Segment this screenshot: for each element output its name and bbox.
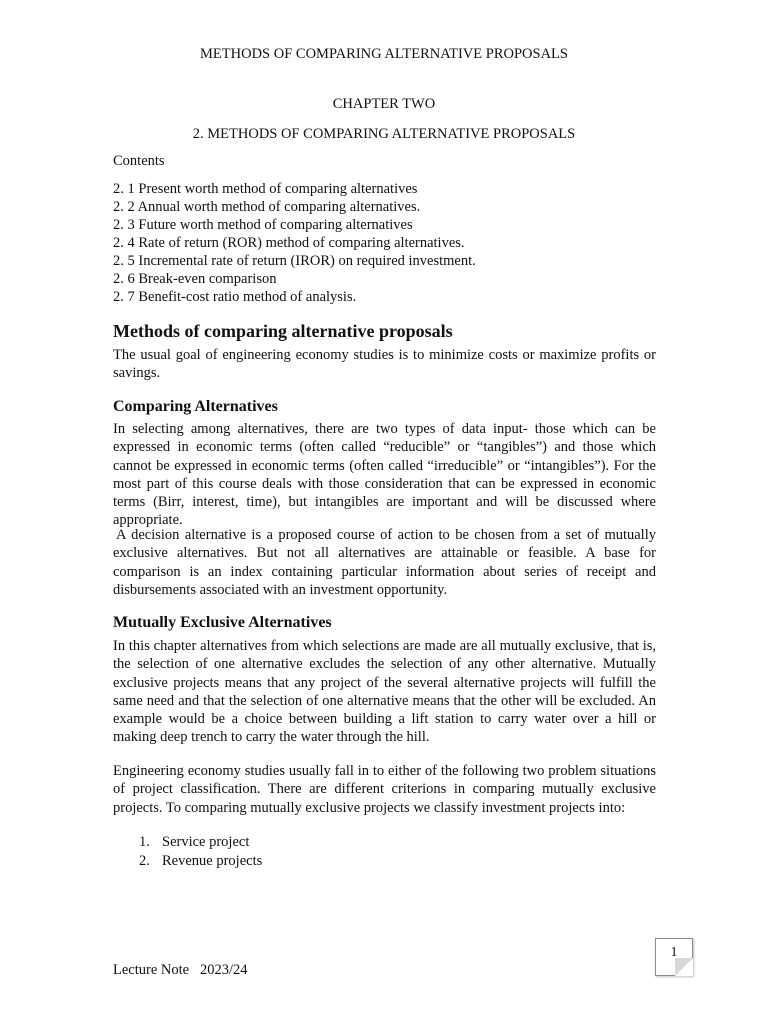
section-intro-paragraph: The usual goal of engineering economy studies is to minimize costs or maximize profits or savings. xyxy=(113,347,656,382)
section-heading-mutually-exclusive: Mutually Exclusive Alternatives xyxy=(113,614,332,631)
mutually-paragraph-1: In this chapter alternatives from which selections are made are all mutually exclusive, that is, the selection of one alternative excludes the selection of any other alternative. Mutually exclusive projects means that any project of the several alternative projects will fulfill the same need and that the selection of one alternative means that the other will be excluded. An example would be a choice between building a lift station to carry water over a hill or making deep trench to carry the water through the hill. xyxy=(113,638,656,746)
section-heading-methods: Methods of comparing alternative proposals xyxy=(113,321,453,341)
contents-item: 2. 5 Incremental rate of return (IROR) on required investment. xyxy=(113,253,476,269)
contents-item: 2. 7 Benefit-cost ratio method of analysis. xyxy=(113,289,357,305)
contents-list xyxy=(113,180,476,306)
contents-item: 2. 3 Future worth method of comparing alternatives xyxy=(113,217,413,233)
section-heading-comparing: Comparing Alternatives xyxy=(113,398,278,415)
contents-item: 2. 2 Annual worth method of comparing alternatives. xyxy=(113,199,421,215)
contents-item: 2. 1 Present worth method of comparing alternatives xyxy=(113,181,418,197)
page-number: 1 xyxy=(670,945,678,960)
chapter-label: CHAPTER TWO xyxy=(332,96,436,112)
comparing-paragraph-2: A decision alternative is a proposed course of action to be chosen from a set of mutually exclusive alternatives. But not all alternatives are attainable or feasible. A base for comparison is an index containing particular information about series of receipt and disbursements associated with an investment opportunity. xyxy=(113,527,656,598)
chapter-title: 2. METHODS OF COMPARING ALTERNATIVE PROPOSALS xyxy=(192,126,576,142)
page-number-box xyxy=(655,938,693,976)
contents-label: Contents xyxy=(113,153,165,169)
contents-item: 2. 6 Break-even comparison xyxy=(113,271,277,287)
mutually-paragraph-2: Engineering economy studies usually fall in to either of the following two problem situations of project classification. There are different criterions in comparing mutually exclusive projects. To comparing mutually exclusive projects we classify investment projects into: xyxy=(113,763,656,816)
comparing-paragraph-1: In selecting among alternatives, there are two types of data input- those which can be expressed in economic terms (often called “reducible” or “tangibles”) and those which cannot be expressed in economic terms (often called “irreducible” or “intangibles”). For the most part of this course deals with those consideration that can be expressed in economic terms (Birr, interest, time), but intangibles are important and will be discussed where appropriate. xyxy=(113,421,656,529)
project-type-list xyxy=(139,833,262,871)
running-header: METHODS OF COMPARING ALTERNATIVE PROPOSALS xyxy=(200,46,568,62)
footer-note: Lecture Note 2023/24 xyxy=(113,962,248,978)
list-item: 1. Service project xyxy=(139,834,250,850)
list-item: 2. Revenue projects xyxy=(139,853,263,869)
contents-item: 2. 4 Rate of return (ROR) method of comparing alternatives. xyxy=(113,235,465,251)
